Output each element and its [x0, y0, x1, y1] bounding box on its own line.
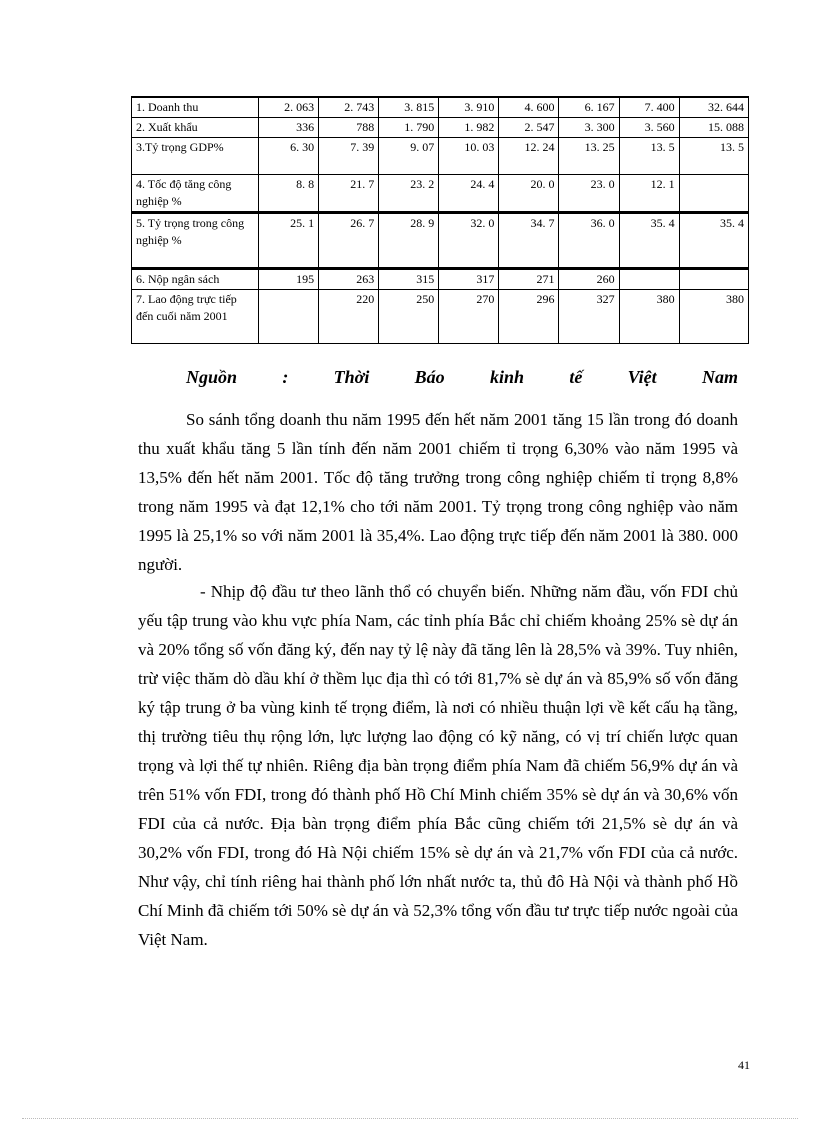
table-cell: 15. 088 — [679, 118, 748, 138]
table-cell: 13. 25 — [559, 138, 619, 175]
table-cell: 263 — [319, 269, 379, 290]
source-word: kinh — [489, 366, 524, 387]
table-cell: 28. 9 — [379, 213, 439, 269]
table-row — [132, 97, 749, 118]
table-cell: 6. 30 — [259, 138, 319, 175]
table-cell: 317 — [439, 269, 499, 290]
table-cell: 336 — [259, 118, 319, 138]
source-word: Báo — [414, 366, 445, 387]
source-word: Thời — [333, 366, 370, 387]
source-word: : — [282, 366, 289, 387]
table-cell: 271 — [499, 269, 559, 290]
source-word: Nam — [701, 366, 738, 387]
table-cell: 3. 910 — [439, 97, 499, 118]
table-cell: 21. 7 — [319, 175, 379, 213]
table-cell: 34. 7 — [499, 213, 559, 269]
table-cell: 788 — [319, 118, 379, 138]
table-cell: 35. 4 — [679, 213, 748, 269]
table-cell: 25. 1 — [259, 213, 319, 269]
table-cell: 20. 0 — [499, 175, 559, 213]
table-cell: 8. 8 — [259, 175, 319, 213]
table-row — [132, 175, 749, 213]
table-row — [132, 138, 749, 175]
table-cell: 12. 1 — [619, 175, 679, 213]
table-row — [132, 290, 749, 344]
table-cell — [679, 269, 748, 290]
source-word: tế — [569, 366, 583, 387]
table-row — [132, 213, 749, 269]
table-cell: 24. 4 — [439, 175, 499, 213]
table-cell — [259, 290, 319, 344]
table-cell: 9. 07 — [379, 138, 439, 175]
row-label: 7. Lao động trực tiếp đến cuối năm 2001 — [132, 290, 259, 344]
table-cell — [619, 269, 679, 290]
table-cell: 3. 300 — [559, 118, 619, 138]
table-cell: 260 — [559, 269, 619, 290]
table-cell: 13. 5 — [679, 138, 748, 175]
table-cell: 250 — [379, 290, 439, 344]
row-label: 6. Nộp ngân sách — [132, 269, 259, 290]
page-number: 41 — [738, 1058, 750, 1072]
table-cell: 380 — [679, 290, 748, 344]
table-cell: 7. 39 — [319, 138, 379, 175]
table-cell: 32. 0 — [439, 213, 499, 269]
table-cell: 1. 982 — [439, 118, 499, 138]
table-cell: 3. 560 — [619, 118, 679, 138]
table-cell: 220 — [319, 290, 379, 344]
table-cell: 270 — [439, 290, 499, 344]
table-cell: 195 — [259, 269, 319, 290]
statistics-table — [131, 96, 749, 344]
table-cell: 327 — [559, 290, 619, 344]
row-label: 5. Tỷ trọng trong công nghiệp % — [132, 213, 259, 269]
table-row — [132, 118, 749, 138]
row-label: 4. Tốc độ tăng công nghiệp % — [132, 175, 259, 213]
table-cell: 2. 743 — [319, 97, 379, 118]
table-cell: 23. 0 — [559, 175, 619, 213]
row-label: 3.Tỷ trọng GDP% — [132, 138, 259, 175]
table-cell: 2. 547 — [499, 118, 559, 138]
table-cell: 13. 5 — [619, 138, 679, 175]
table-cell: 296 — [499, 290, 559, 344]
table-cell: 35. 4 — [619, 213, 679, 269]
table-cell: 23. 2 — [379, 175, 439, 213]
table-cell: 6. 167 — [559, 97, 619, 118]
row-label: 2. Xuất khẩu — [132, 118, 259, 138]
table-cell: 26. 7 — [319, 213, 379, 269]
table-cell: 7. 400 — [619, 97, 679, 118]
table-cell — [679, 175, 748, 213]
table-cell: 32. 644 — [679, 97, 748, 118]
table-cell: 10. 03 — [439, 138, 499, 175]
footer-divider — [22, 1118, 798, 1119]
table-cell: 3. 815 — [379, 97, 439, 118]
table-cell: 36. 0 — [559, 213, 619, 269]
paragraph-revenue-summary: So sánh tổng doanh thu năm 1995 đến hết năm 2001 tăng 15 lần trong đó doanh thu xuất khẩu tăng 5 lần tính đến năm 2001 chiếm tỉ trọng 6,30% vào năm 1995 và 13,5% đến hết năm 2001. Tốc độ tăng trưởng trong công nghiệp chiếm tỉ trọng 8,8% trong năm 1995 và đạt 12,1% cho tới năm 2001. Tỷ trọng trong công nghiệp vào năm 1995 là 25,1% so với năm 2001 là 35,4%. Lao động trực tiếp đến năm 2001 là 380. 000 người. — [138, 410, 738, 574]
table-cell: 1. 790 — [379, 118, 439, 138]
table-cell: 315 — [379, 269, 439, 290]
row-label: 1. Doanh thu — [132, 97, 259, 118]
table-cell: 12. 24 — [499, 138, 559, 175]
table-cell: 2. 063 — [259, 97, 319, 118]
source-word: Nguồn — [186, 366, 238, 387]
source-word: Việt — [627, 366, 657, 387]
table-cell: 380 — [619, 290, 679, 344]
table-cell: 4. 600 — [499, 97, 559, 118]
paragraph-investment-distribution: - Nhịp độ đầu tư theo lãnh thổ có chuyển biến. Những năm đầu, vốn FDI chủ yếu tập trung vào khu vực phía Nam, các tỉnh phía Bắc chỉ chiếm khoảng 25% sè dự án và 20% tổng số vốn đăng ký, đến nay tỷ lệ này đã tăng lên là 28,5% và 39%. Tuy nhiên, trừ việc thăm dò dầu khí ở thềm lục địa thì có tới 81,7% sè dự án và 85,9% số vốn đăng ký tập trung ở ba vùng kinh tế trọng điểm, là nơi có nhiều thuận lợi về kết cấu hạ tầng, thị trường tiêu thụ rộng lớn, lực lượng lao động có kỹ năng, có vị trí chiến lược quan trọng và lợi thế tự nhiên. Riêng địa bàn trọng điểm phía Nam đã chiếm 56,9% dự án và trên 51% vốn FDI, trong đó thành phố Hồ Chí Minh chiếm 35% sè dự án và 30,6% vốn FDI của cả nước. Địa bàn trọng điểm phía Bắc cũng chiếm tới 21,5% sè dự án và 30,2% vốn FDI, trong đó Hà Nội chiếm 15% sè dự án và 21,7% vốn FDI của cả nước. Như vậy, chỉ tính riêng hai thành phố lớn nhất nước ta, thủ đô Hà Nội và thành phố Hồ Chí Minh đã chiếm tới 50% sè dự án và 52,3% tổng vốn đầu tư trực tiếp nước ngoài của Việt Nam. — [138, 582, 738, 949]
source-line — [186, 364, 738, 390]
table-row — [132, 269, 749, 290]
